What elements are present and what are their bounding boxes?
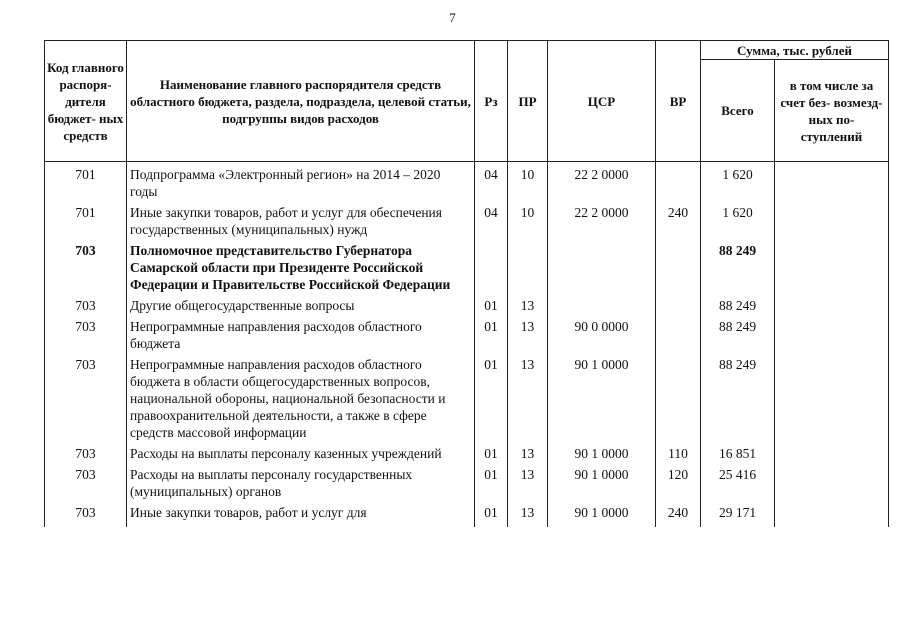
row-rz <box>475 238 508 293</box>
row-name: Полномочное представительство Губернатора Самарской области при Президенте Российской Федерации и Правительстве Российской Федерации <box>127 238 475 293</box>
row-code: 703 <box>45 352 127 441</box>
row-name: Иные закупки товаров, работ и услуг для обеспечения государственных (муниципальных) нужд <box>127 200 475 238</box>
table-row <box>45 314 889 352</box>
row-pr <box>508 238 548 293</box>
row-vr <box>656 293 701 314</box>
filler-cell <box>127 521 475 527</box>
table-row <box>45 462 889 500</box>
row-pr: 13 <box>508 352 548 441</box>
row-rz: 04 <box>475 162 508 201</box>
row-vr: 240 <box>656 200 701 238</box>
table-filler-row <box>45 521 889 527</box>
budget-table-container <box>44 40 888 527</box>
row-csr: 90 1 0000 <box>548 352 656 441</box>
row-name: Расходы на выплаты персоналу государственных (муниципальных) органов <box>127 462 475 500</box>
row-code: 703 <box>45 441 127 462</box>
table-row <box>45 162 889 201</box>
row-rz: 04 <box>475 200 508 238</box>
row-csr <box>548 238 656 293</box>
row-code: 701 <box>45 200 127 238</box>
table-body <box>45 162 889 528</box>
row-name: Непрограммные направления расходов областного бюджета <box>127 314 475 352</box>
row-csr: 22 2 0000 <box>548 162 656 201</box>
row-incl <box>775 441 889 462</box>
table-row <box>45 500 889 521</box>
row-total: 88 249 <box>701 293 775 314</box>
filler-cell <box>548 521 656 527</box>
row-pr: 13 <box>508 441 548 462</box>
row-csr: 22 2 0000 <box>548 200 656 238</box>
row-name: Иные закупки товаров, работ и услуг для <box>127 500 475 521</box>
row-code: 703 <box>45 293 127 314</box>
row-vr <box>656 314 701 352</box>
row-total: 16 851 <box>701 441 775 462</box>
row-code: 703 <box>45 462 127 500</box>
row-pr: 13 <box>508 293 548 314</box>
row-pr: 13 <box>508 314 548 352</box>
budget-table <box>44 40 889 527</box>
row-rz: 01 <box>475 352 508 441</box>
row-rz: 01 <box>475 441 508 462</box>
header-rz: Рз <box>475 41 508 162</box>
row-pr: 13 <box>508 462 548 500</box>
row-rz: 01 <box>475 314 508 352</box>
header-csr: ЦСР <box>548 41 656 162</box>
row-vr: 240 <box>656 500 701 521</box>
header-incl: в том числе за счет без- возмезд- ных по- ступлений <box>775 60 889 162</box>
row-code: 703 <box>45 238 127 293</box>
header-sum-group: Сумма, тыс. рублей <box>701 41 889 60</box>
row-pr: 10 <box>508 200 548 238</box>
row-rz: 01 <box>475 293 508 314</box>
row-csr: 90 1 0000 <box>548 462 656 500</box>
table-row <box>45 238 889 293</box>
row-name: Другие общегосударственные вопросы <box>127 293 475 314</box>
row-name: Расходы на выплаты персоналу казенных учреждений <box>127 441 475 462</box>
row-incl <box>775 293 889 314</box>
filler-cell <box>45 521 127 527</box>
row-vr <box>656 162 701 201</box>
row-incl <box>775 462 889 500</box>
row-incl <box>775 238 889 293</box>
row-csr <box>548 293 656 314</box>
row-incl <box>775 352 889 441</box>
filler-cell <box>656 521 701 527</box>
row-incl <box>775 500 889 521</box>
row-incl <box>775 200 889 238</box>
row-csr: 90 0 0000 <box>548 314 656 352</box>
row-total: 88 249 <box>701 238 775 293</box>
row-name: Подпрограмма «Электронный регион» на 2014 – 2020 годы <box>127 162 475 201</box>
table-row <box>45 441 889 462</box>
row-vr <box>656 238 701 293</box>
page-number: 7 <box>449 10 456 25</box>
row-total: 25 416 <box>701 462 775 500</box>
row-total: 1 620 <box>701 200 775 238</box>
header-code: Код главного распоря- дителя бюджет- ных средств <box>45 41 127 162</box>
row-pr: 13 <box>508 500 548 521</box>
row-code: 701 <box>45 162 127 201</box>
row-rz: 01 <box>475 500 508 521</box>
row-incl <box>775 314 889 352</box>
row-rz: 01 <box>475 462 508 500</box>
filler-cell <box>475 521 508 527</box>
table-row <box>45 293 889 314</box>
row-csr: 90 1 0000 <box>548 441 656 462</box>
row-csr: 90 1 0000 <box>548 500 656 521</box>
filler-cell <box>701 521 775 527</box>
header-total: Всего <box>701 60 775 162</box>
row-total: 88 249 <box>701 352 775 441</box>
header-pr: ПР <box>508 41 548 162</box>
row-vr: 110 <box>656 441 701 462</box>
row-vr: 120 <box>656 462 701 500</box>
row-incl <box>775 162 889 201</box>
row-code: 703 <box>45 314 127 352</box>
row-total: 1 620 <box>701 162 775 201</box>
row-name: Непрограммные направления расходов областного бюджета в области общегосударственных вопросов, национальной обороны, национальной безопасности и правоохранительной деятельности, а также в сфере средств массовой информации <box>127 352 475 441</box>
filler-cell <box>508 521 548 527</box>
table-row <box>45 352 889 441</box>
table-row <box>45 200 889 238</box>
filler-cell <box>775 521 889 527</box>
row-code: 703 <box>45 500 127 521</box>
row-total: 29 171 <box>701 500 775 521</box>
header-name: Наименование главного распорядителя средств областного бюджета, раздела, подраздела, целевой статьи, подгруппы видов расходов <box>127 41 475 162</box>
header-vr: ВР <box>656 41 701 162</box>
row-vr <box>656 352 701 441</box>
row-pr: 10 <box>508 162 548 201</box>
row-total: 88 249 <box>701 314 775 352</box>
